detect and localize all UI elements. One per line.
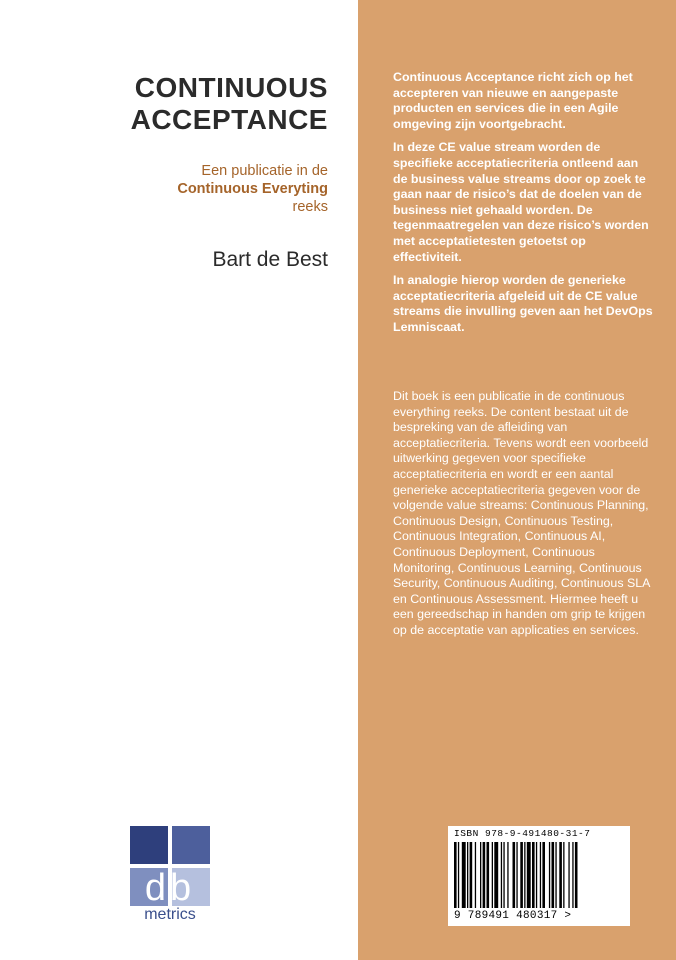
blurb-bold — [393, 70, 655, 344]
isbn-barcode — [448, 826, 630, 926]
barcode-bar — [501, 842, 502, 908]
logo-word: metrics — [144, 906, 196, 923]
blurb-description — [393, 389, 655, 639]
barcode-bar — [480, 842, 481, 908]
barcode-bar — [568, 842, 569, 908]
barcode-bar — [458, 842, 459, 908]
logo-squares — [130, 826, 210, 909]
logo-square-mid — [172, 826, 210, 864]
description-text: Dit boek is een publicatie in de continuous everything reeks. De content bestaat uit de bespreking van de afleiding van acceptatiecriteria. Tevens wordt een voorbeeld uitwerking gegeven voor specifieke acceptatiecriteria en wordt er een aantal generieke acceptatiecriteria gegeven voor de volgende value streams: Continuous Planning, Continuous Design, Continuous Testing, Continuous Integration, Continuous AI, Continuous Deployment, Continuous Monitoring, Continuous Learning, Continuous Security, Continuous Auditing, Continuous SLA en Continuous Assessment. Hiermee heeft u een gereedschap in handen om grip te krijgen op de acceptatie van applicaties en services. — [393, 389, 650, 637]
barcode-bar — [520, 842, 523, 908]
logo-square-dark — [130, 826, 168, 864]
blurb-paragraph-2: In deze CE value stream worden de specifieke acceptatiecriteria ontleend aan de business value streams door op zoek te gaan naar de risico’s dat de doelen van de business niet gehaald worden. De tegenmaatregelen van deze risico’s worden met acceptatietesten getoetst op effectiviteit. — [393, 140, 649, 264]
barcode-bar — [487, 842, 490, 908]
series-name: Continuous Everyting — [177, 181, 328, 197]
barcode-bar — [503, 842, 504, 908]
barcode-bar — [483, 842, 486, 908]
barcode-bar — [575, 842, 578, 908]
author-name: Bart de Best — [212, 248, 328, 271]
barcode-digits: 9 789491 480317 > — [454, 910, 572, 922]
barcode-bar — [454, 842, 457, 908]
barcode-bar — [540, 842, 541, 908]
blurb-paragraph-3: In analogie hierop worden de generieke acceptatiecriteria afgeleid uit de CE value streams die invulling geven aan het DevOps Lemniscaat. — [393, 273, 653, 334]
barcode-bars — [454, 842, 624, 910]
barcode-bar — [555, 842, 556, 908]
logo-letters: db — [144, 867, 196, 909]
barcode-bar — [475, 842, 476, 908]
barcode-bar — [470, 842, 473, 908]
barcode-bar — [549, 842, 550, 908]
barcode-bar — [572, 842, 573, 908]
barcode-bar — [559, 842, 562, 908]
subtitle-line-1: Een publicatie in de — [201, 163, 328, 179]
barcode-bar — [516, 842, 517, 908]
subtitle-line-3: reeks — [292, 199, 328, 215]
barcode-bar — [492, 842, 493, 908]
barcode-bar — [467, 842, 468, 908]
barcode-bar — [536, 842, 537, 908]
barcode-bar — [527, 842, 531, 908]
isbn-label: ISBN 978-9-491480-31-7 — [454, 828, 591, 839]
barcode-bar — [532, 842, 535, 908]
barcode-bar — [552, 842, 555, 908]
title-line-2: ACCEPTANCE — [130, 104, 328, 135]
series-subtitle — [28, 162, 328, 216]
title-line-1: CONTINUOUS — [134, 72, 328, 103]
barcode-bar — [513, 842, 516, 908]
book-title — [28, 72, 328, 136]
barcode-bar — [494, 842, 498, 908]
dbmetrics-logo — [130, 826, 210, 924]
barcode-bar — [563, 842, 564, 908]
blurb-paragraph-1: Continuous Acceptance richt zich op het accepteren van nieuwe en aangepaste producten en services die in een Agile omgeving zijn voortgebracht. — [393, 70, 633, 131]
barcode-bar — [507, 842, 508, 908]
barcode-bar — [462, 842, 466, 908]
barcode-bar — [542, 842, 545, 908]
barcode-bar — [524, 842, 525, 908]
